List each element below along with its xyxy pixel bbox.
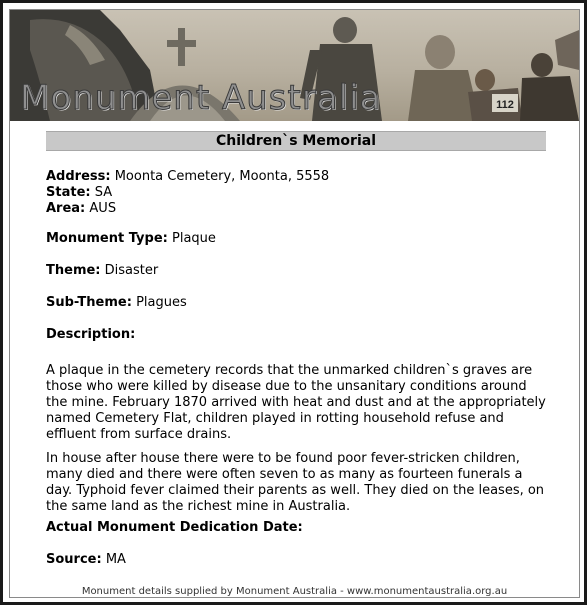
description-paragraph-2: In house after house there were to be found poor fever-stricken children, many died and there were often seven to as many as fourteen funerals a day. Typhoid fever claimed their parents as well. They died on the leases, on the same land as the richest mine in Australia.	[46, 451, 545, 514]
description-paragraph-1: A plaque in the cemetery records that the unmarked children`s graves are those who were killed by disease due to the unsanitary conditions around the mine. February 1870 arrived with heat and dust and at the appropriately named Cemetery Flat, children played in rotting household refuse and effluent from surface drains.	[46, 363, 546, 442]
theme-row	[46, 263, 546, 279]
address-row	[46, 169, 546, 185]
area-value: AUS	[89, 201, 117, 216]
area-label: Area:	[46, 201, 86, 216]
dedication-date-label: Actual Monument Dedication Date:	[46, 520, 303, 535]
header-banner	[10, 10, 579, 121]
dedication-date-row	[46, 520, 546, 536]
svg-text:112: 112	[496, 99, 514, 111]
monument-type-value: Plaque	[172, 231, 216, 246]
sub-theme-label: Sub-Theme:	[46, 295, 132, 310]
sub-theme-value: Plagues	[136, 295, 187, 310]
sub-theme-row	[46, 295, 546, 311]
description-heading	[46, 327, 546, 343]
area-row	[46, 201, 546, 217]
state-value: SA	[94, 185, 113, 200]
monument-type-label: Monument Type:	[46, 231, 168, 246]
record-details	[46, 169, 546, 568]
state-label: State:	[46, 185, 91, 200]
site-logo-title: Monument Australia	[20, 78, 382, 118]
source-value: MA	[105, 552, 126, 567]
description-label: Description:	[46, 327, 136, 342]
address-value: Moonta Cemetery, Moonta, 5558	[114, 169, 330, 184]
source-label: Source:	[46, 552, 102, 567]
theme-label: Theme:	[46, 263, 101, 278]
record-panel	[9, 9, 580, 598]
theme-value: Disaster	[104, 263, 159, 278]
footer-credit: Monument details supplied by Monument Australia - www.monumentaustralia.org.au	[81, 586, 508, 597]
monument-type-row	[46, 231, 546, 247]
state-row	[46, 185, 546, 201]
source-row	[46, 552, 546, 568]
address-label: Address:	[46, 169, 111, 184]
record-title: Children`s Memorial	[46, 131, 546, 151]
